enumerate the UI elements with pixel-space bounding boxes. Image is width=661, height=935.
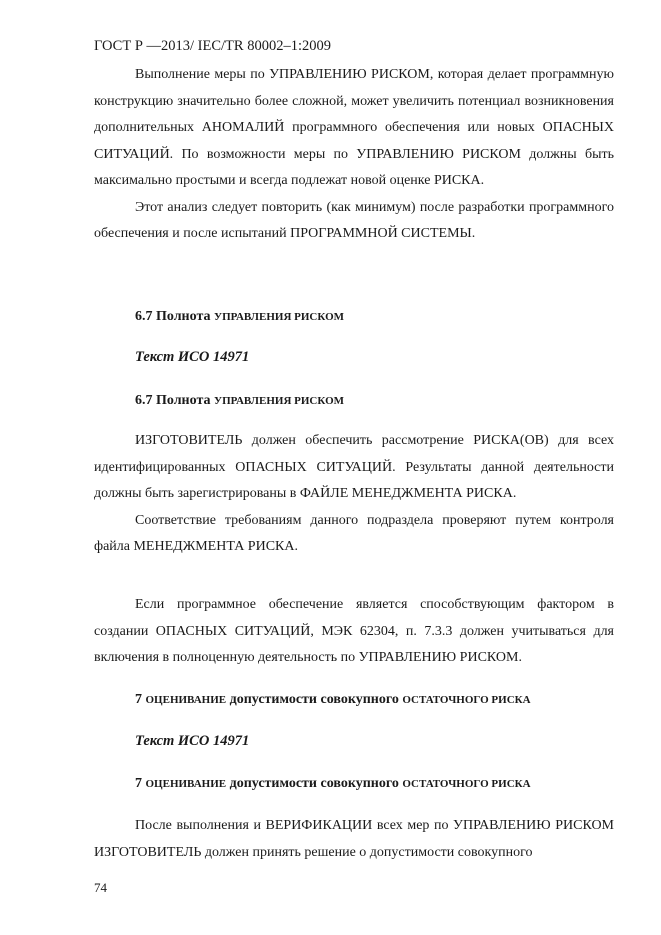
iso-text-label-1: Текст ИСО 14971 <box>135 349 250 365</box>
heading-small-caps: ОЦЕНИВАНИЕ <box>145 694 227 706</box>
heading-small-caps: ОСТАТОЧНОГО РИСКА <box>402 778 531 790</box>
heading-6-7-first <box>135 309 344 325</box>
paragraph-manufacturer-risk: ИЗГОТОВИТЕЛЬ должен обеспечить рассмотрение РИСКА(ОВ) для всех идентифицированных ОПАСНЫХ СИТУАЦИЙ. Результаты данной деятельности должны быть зарегистрированы в ФАЙЛЕ МЕНЕДЖМЕНТА РИСКА. <box>94 433 614 501</box>
iso-text-label-2: Текст ИСО 14971 <box>135 733 250 749</box>
heading-6-7-second <box>135 393 344 409</box>
paragraph-residual-risk-decision: После выполнения и ВЕРИФИКАЦИИ всех мер по УПРАВЛЕНИЮ РИСКОМ ИЗГОТОВИТЕЛЬ должен принять решение о допустимости совокупного <box>94 818 614 860</box>
heading-small-caps: УПРАВЛЕНИЯ РИСКОМ <box>214 395 345 407</box>
heading-small-caps: УПРАВЛЕНИЯ РИСКОМ <box>214 311 345 323</box>
heading-main-text: 6.7 Полнота <box>135 393 214 408</box>
heading-small-caps: ОЦЕНИВАНИЕ <box>145 778 227 790</box>
heading-7-first <box>135 692 531 708</box>
paragraph-analysis-repeat: Этот анализ следует повторить (как минимум) после разработки программного обеспечения и после испытаний ПРОГРАММНОЙ СИСТЕМЫ. <box>94 199 614 241</box>
page-number: 74 <box>94 880 107 895</box>
heading-main-text: допустимости совокупного <box>226 692 403 707</box>
heading-small-caps: ОСТАТОЧНОГО РИСКА <box>402 694 531 706</box>
section-iso-6-7-text <box>94 428 614 561</box>
paragraph-compliance-check: Соответствие требованиям данного подраздела проверяют путем контроля файла МЕНЕДЖМЕНТА РИСКА. <box>94 512 614 554</box>
heading-main-text: 6.7 Полнота <box>135 309 214 324</box>
heading-number: 7 <box>135 692 146 707</box>
section-software-contribution <box>94 592 614 672</box>
paragraph-risk-control-complexity: Выполнение меры по УПРАВЛЕНИЮ РИСКОМ, которая делает программную конструкцию значительно более сложной, может увеличить потенциал возникновения дополнительных АНОМАЛИЙ программного обеспечения или новых ОПАСНЫХ СИТУАЦИЙ. По возможности меры по УПРАВЛЕНИЮ РИСКОМ должны быть максимально простыми и всегда подлежат новой оценке РИСКА. <box>94 67 614 188</box>
paragraph-software-hazard: Если программное обеспечение является способствующим фактором в создании ОПАСНЫХ СИТУАЦИЙ, МЭК 62304, п. 7.3.3 должен учитываться для включения в полноценную деятельность по УПРАВЛЕНИЮ РИСКОМ. <box>94 597 614 665</box>
section-risk-control-text <box>94 62 614 248</box>
heading-7-second <box>135 776 531 792</box>
section-residual-risk <box>94 813 614 866</box>
heading-main-text: допустимости совокупного <box>226 776 403 791</box>
page-header: ГОСТ Р —2013/ IEC/TR 80002–1:2009 <box>94 38 331 54</box>
heading-number: 7 <box>135 776 146 791</box>
